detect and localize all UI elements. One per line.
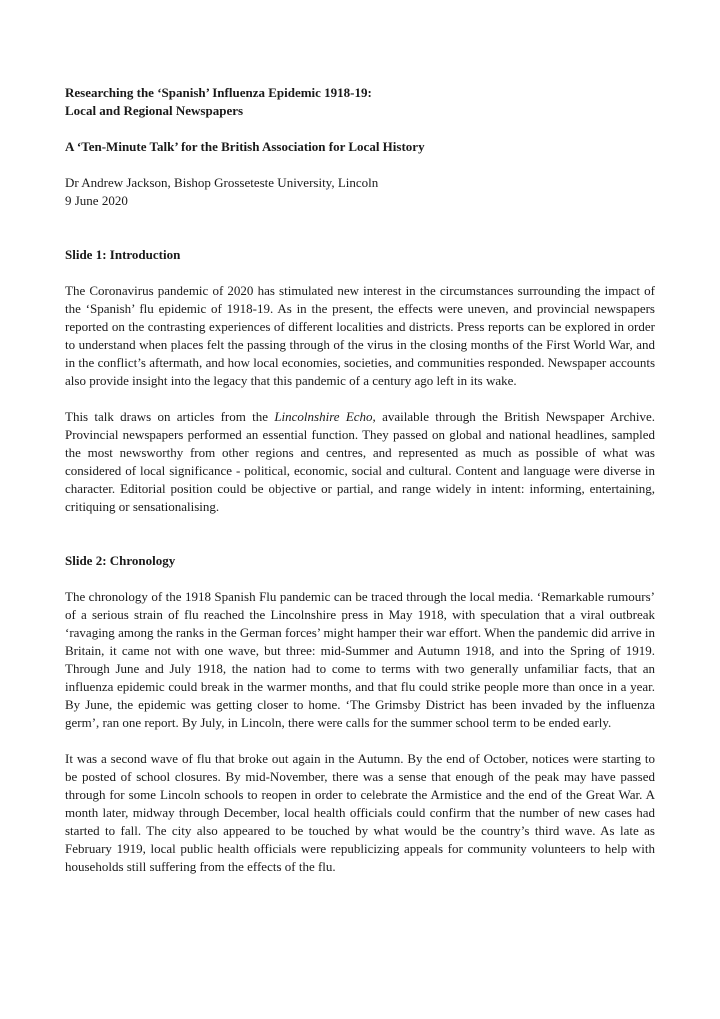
title-line-2: Local and Regional Newspapers: [65, 103, 244, 118]
slide1-paragraph-2-start: This talk draws on articles from the: [65, 409, 275, 424]
slide2-paragraph-1: The chronology of the 1918 Spanish Flu pandemic can be traced through the local media. ‘Remarkable rumours’ of a serious strain of flu reached the Lincolnshire press in May 1918, with speculation that a viral outbreak ‘ravaging among the ranks in the German forces’ might hamper their war effort. When the pandemic did arrive in Britain, it came not with one wave, but three: mid-Summer and Autumn 1918, and into the Spring of 1919. Through June and July 1918, the nation had to come to terms with two generally unfamiliar facts, that an influenza epidemic could break in the warmer months, and that flu could strike people more than once in a year. By June, the epidemic was getting closer to home. ‘The Grimsby District has been invaded by the influenza germ’, ran one report. By July, in Lincoln, there were calls for the summer school term to be ended early.: [65, 589, 655, 730]
document-page: [65, 84, 655, 876]
newspaper-title-italic: Lincolnshire Echo,: [274, 409, 376, 424]
slide1-paragraph-2: [65, 408, 655, 516]
title-line-1: Researching the ‘Spanish’ Influenza Epidemic 1918-19:: [65, 85, 372, 100]
author-block: [65, 174, 655, 210]
slide1-heading: Slide 1: Introduction: [65, 247, 181, 262]
slide2-paragraph-2: It was a second wave of flu that broke out again in the Autumn. By the end of October, notices were starting to be posted of school closures. By mid-November, there was a sense that enough of the peak may have passed through for some Lincoln schools to reopen in order to celebrate the Armistice and the end of the Great War. A month later, midway through December, local health officials could confirm that the number of new cases had started to fall. The city also appeared to be touched by what would be the country’s third wave. As late as February 1919, local public health officials were republicizing appeals for community volunteers to help with households still suffering from the effects of the flu.: [65, 751, 655, 874]
slide2-heading: Slide 2: Chronology: [65, 553, 176, 568]
date-line: 9 June 2020: [65, 193, 128, 208]
slide1-paragraph-2-end: available through the British Newspaper Archive. Provincial newspapers performed an essential function. They passed on global and national headlines, sampled the most newsworthy from other regions and centres, and represented as much as possible of what was considered of local significance - political, economic, social and cultural. Content and language were diverse in character. Editorial position could be objective or partial, and range widely in intent: informing, entertaining, critiquing or sensationalising.: [65, 409, 655, 514]
document-title: [65, 84, 655, 120]
slide1-paragraph-1: The Coronavirus pandemic of 2020 has stimulated new interest in the circumstances surrounding the impact of the ‘Spanish’ flu epidemic of 1918-19. As in the present, the effects were uneven, and provincial newspapers reported on the contrasting experiences of different localities and districts. Press reports can be explored in order to understand when places felt the passing through of the virus in the closing months of the First World War, and in the conflict’s aftermath, and how local economies, societies, and communities responded. Newspaper accounts also provide insight into the legacy that this pandemic of a century ago left in its wake.: [65, 283, 655, 388]
document-subtitle: A ‘Ten-Minute Talk’ for the British Association for Local History: [65, 139, 425, 154]
author-line: Dr Andrew Jackson, Bishop Grosseteste University, Lincoln: [65, 175, 379, 190]
